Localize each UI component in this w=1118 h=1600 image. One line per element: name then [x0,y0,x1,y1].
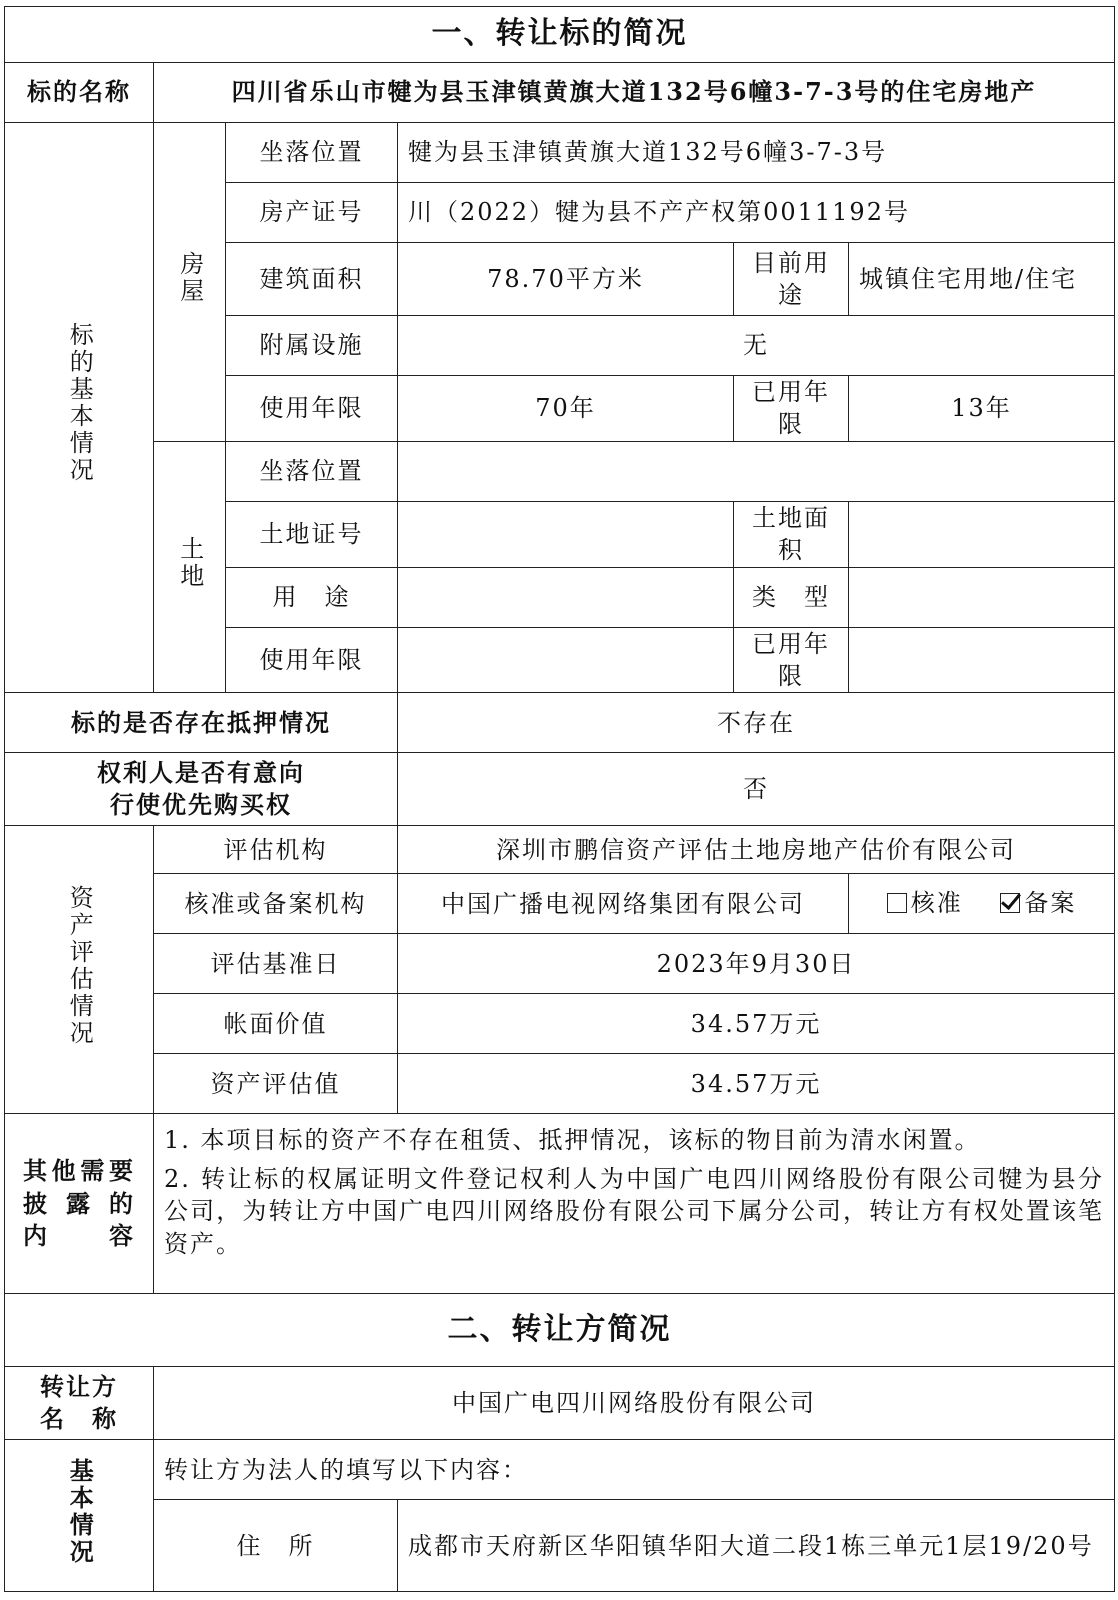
transferor-basic-label-cell [5,1440,154,1592]
house-label: 房屋 [175,250,204,305]
section2-title-row [5,1294,1115,1367]
land-years-label: 使用年限 [226,627,398,693]
address-label: 住 所 [154,1500,398,1592]
approve-value: 中国广播电视网络集团有限公司 [398,874,849,934]
land-label: 土地 [175,535,204,590]
assessment-label-cell [5,826,154,1114]
land-location-value [398,441,1115,501]
land-type-value [849,567,1115,627]
house-location-value: 犍为县玉津镇黄旗大道132号6幢3-7-3号 [398,123,1115,183]
approve-row [5,874,1115,934]
land-use-value [398,567,734,627]
house-label-cell [154,123,226,442]
mortgage-row [5,693,1115,753]
land-area-label: 土地面积 [734,501,849,567]
subject-name-value: 四川省乐山市犍为县玉津镇黄旗大道132号6幢3-7-3号的住宅房地产 [154,63,1115,123]
house-use-value: 城镇住宅用地/住宅 [849,243,1115,316]
base-date-label: 评估基准日 [154,934,398,994]
section1-title: 一、转让标的简况 [5,7,1115,63]
checkbox-checked-icon[interactable] [1000,893,1020,913]
base-date-value: 2023年9月30日 [398,934,1115,994]
section1-title-row [5,7,1115,63]
house-facility-value: 无 [398,316,1115,376]
disclosure-label-line1: 其他需要 [23,1156,135,1186]
assess-value-row [5,1054,1115,1114]
assess-org-value: 深圳市鹏信资产评估土地房地产估价有限公司 [398,826,1115,874]
book-value-row [5,994,1115,1054]
land-use-label: 用 途 [226,567,398,627]
address-row [5,1500,1115,1592]
subject-name-row [5,63,1115,123]
preempt-row [5,753,1115,826]
house-years-label: 使用年限 [226,376,398,442]
legal-note: 转让方为法人的填写以下内容： [154,1440,1115,1500]
land-cert-value [398,501,734,567]
house-area-value: 78.70平方米 [398,243,734,316]
land-cert-label: 土地证号 [226,501,398,567]
base-date-row [5,934,1115,994]
disclosure-item-1: 1. 本项目标的资产不存在租赁、抵押情况，该标的物目前为清水闲置。 [164,1126,981,1155]
house-cert-label: 房产证号 [226,183,398,243]
approve-options [849,874,1115,934]
preempt-label-line1: 权利人是否有意向 [97,757,305,787]
approve-option-label: 核准 [910,888,963,917]
land-type-label: 类 型 [734,567,849,627]
disclosure-label-line2: 披露的 [23,1188,135,1218]
assessment-label: 资产评估情况 [65,884,94,1047]
house-location-label: 坐落位置 [226,123,398,183]
section2-title: 二、转让方简况 [5,1294,1115,1367]
book-value-label: 帐面价值 [154,994,398,1054]
land-location-label: 坐落位置 [226,441,398,501]
assess-org-label: 评估机构 [154,826,398,874]
house-facility-label: 附属设施 [226,316,398,376]
mortgage-label: 标的是否存在抵押情况 [5,693,398,753]
transferor-name-label-cell [5,1367,154,1440]
transferor-name-value: 中国广电四川网络股份有限公司 [154,1367,1115,1440]
checkbox-unchecked-icon[interactable] [887,893,907,913]
address-value: 成都市天府新区华阳镇华阳大道二段1栋三单元1层19/20号 [398,1500,1115,1592]
transferor-basic-label: 基本情况 [65,1457,95,1566]
transferor-name-row [5,1367,1115,1440]
legal-note-row [5,1440,1115,1500]
house-used-label: 已用年限 [734,376,849,442]
disclosure-item-2: 2. 转让标的权属证明文件登记权利人为中国广电四川网络股份有限公司犍为县分公司，为转让方中国广电四川网络股份有限公司下属分公司，转让方有权处置该笔资产。 [164,1164,1105,1258]
land-used-label: 已用年限 [734,627,849,693]
assess-value-label: 资产评估值 [154,1054,398,1114]
house-location-row [5,123,1115,183]
assess-value-value: 34.57万元 [398,1054,1115,1114]
preempt-value: 否 [398,753,1115,826]
house-years-value: 70年 [398,376,734,442]
preempt-label-line2: 行使优先购买权 [110,790,292,820]
basic-info-label: 标的基本情况 [65,322,94,485]
land-years-value [398,627,734,693]
book-value-value: 34.57万元 [398,994,1115,1054]
transfer-form-table [4,6,1115,1592]
mortgage-value: 不存在 [398,693,1115,753]
subject-name-label: 标的名称 [5,63,154,123]
basic-info-label-cell [5,123,154,693]
approve-label: 核准或备案机构 [154,874,398,934]
assess-org-row [5,826,1115,874]
house-use-label: 目前用途 [734,243,849,316]
land-used-value [849,627,1115,693]
preempt-label-cell [5,753,398,826]
approve-option[interactable] [887,887,963,919]
disclosure-content [154,1114,1115,1294]
disclosure-label-cell [5,1114,154,1294]
house-used-value: 13年 [849,376,1115,442]
land-area-value [849,501,1115,567]
disclosure-row [5,1114,1115,1294]
disclosure-label-line3: 内容 [23,1221,135,1251]
record-option-label: 备案 [1024,888,1077,917]
transferor-name-label-line1: 转让方 [40,1371,118,1401]
land-location-row [5,441,1115,501]
house-cert-value: 川（2022）犍为县不产产权第0011192号 [398,183,1115,243]
house-area-label: 建筑面积 [226,243,398,316]
land-label-cell [154,441,226,693]
transferor-name-label-line2: 名 称 [40,1404,118,1434]
record-option[interactable] [1000,887,1076,919]
